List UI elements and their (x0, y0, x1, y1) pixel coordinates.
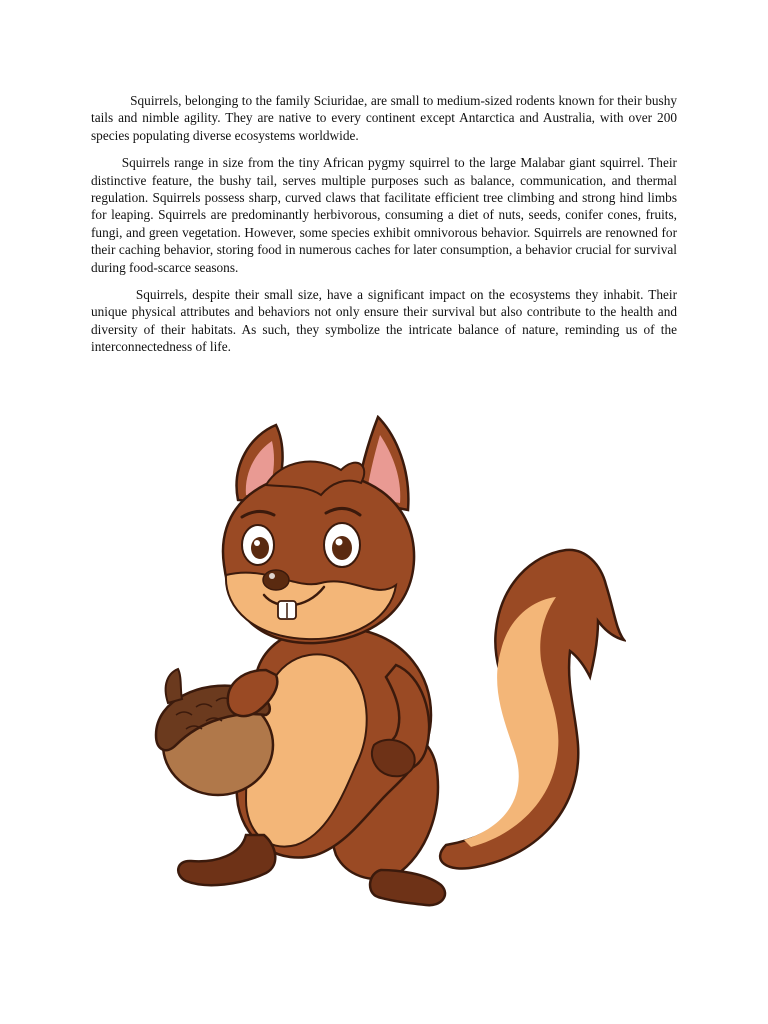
squirrel-eye-shine-left (254, 540, 260, 546)
acorn-stem (166, 669, 182, 703)
paragraph-3 (91, 286, 677, 356)
paragraph-text: Squirrels, belonging to the family Sciuridae, are small to medium-sized rodents known for their bushy tails and nimble agility. They are native to every continent except Antarctica and Australia, with over 200 species populating diverse ecosystems worldwide. (91, 93, 677, 143)
squirrel-pupil-right (332, 536, 352, 560)
paragraph-indent (91, 287, 136, 302)
squirrel-pupil-left (251, 537, 269, 559)
squirrel-drawing (146, 415, 626, 915)
squirrel-nose-shine (269, 573, 275, 579)
paragraph-indent (91, 155, 122, 170)
squirrel-back-foot (370, 870, 445, 905)
squirrel-nose (263, 570, 289, 590)
paragraph-text: Squirrels, despite their small size, have a significant impact on the ecosystems they inhabit. Their unique physical attributes and behaviors not only ensure their survival but also contribute to the health and diversity of their habitats. As such, they symbolize the intricate balance of nature, reminding us of the interconnectedness of life. (91, 287, 677, 355)
squirrel-front-leg (178, 835, 275, 885)
paragraph-text: Squirrels range in size from the tiny African pygmy squirrel to the large Malabar giant squirrel. Their distinctive feature, the bushy tail, serves multiple purposes such as balance, communication, and thermal regulation. Squirrels possess sharp, curved claws that facilitate efficient tree climbing and strong hind limbs for leaping. Squirrels are predominantly herbivorous, consuming a diet of nuts, seeds, conifer cones, fruits, fungi, and green vegetation. However, some species exhibit omnivorous behavior. Squirrels are renowned for their caching behavior, storing food in numerous caches for later consumption, a behavior crucial for survival during food-scarce seasons. (91, 155, 677, 275)
body-text (91, 92, 677, 366)
squirrel-eye-shine-right (336, 539, 343, 546)
squirrel-illustration (146, 415, 626, 915)
paragraph-2 (91, 154, 677, 276)
paragraph-1 (91, 92, 677, 144)
paragraph-indent (91, 93, 130, 108)
